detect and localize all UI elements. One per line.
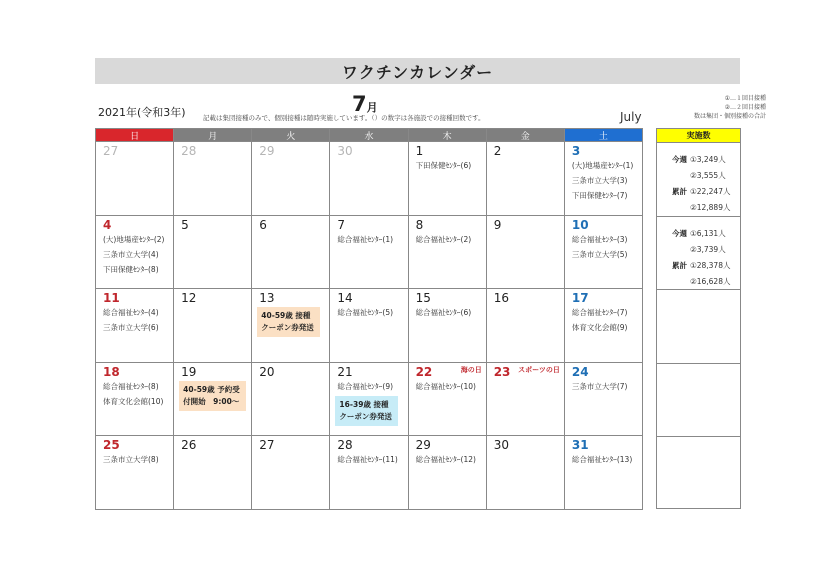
day-cell: [330, 216, 408, 290]
day-cell: [409, 363, 487, 437]
day-number: 28: [181, 144, 197, 158]
venue-entry: 下田保健ｾﾝﾀｰ(7): [571, 191, 628, 200]
stats-panel: [656, 128, 741, 509]
stats-value: ②12,889人: [690, 203, 731, 212]
venue-entry: 総合福祉ｾﾝﾀｰ(3): [571, 234, 628, 244]
day-number: 10: [571, 217, 589, 232]
day-cell: [252, 289, 330, 363]
stats-block: [657, 217, 740, 291]
day-number: 8: [415, 217, 424, 232]
day-number: 30: [337, 144, 353, 158]
stats-label: [657, 200, 690, 216]
day-cell: [565, 289, 643, 363]
stats-line: [657, 226, 740, 242]
day-cell: [409, 142, 487, 216]
notice-box: [179, 381, 246, 411]
weekday-header: 木: [409, 129, 487, 142]
venue-entry: 総合福祉ｾﾝﾀｰ(12): [415, 455, 476, 465]
day-cell: [96, 142, 174, 216]
day-number: 5: [181, 217, 189, 232]
stats-block: [657, 143, 740, 217]
day-number: 13: [259, 291, 275, 306]
day-cell: [409, 436, 487, 510]
day-number: 3: [571, 144, 581, 158]
stats-label: [657, 242, 690, 258]
day-number: 29: [415, 438, 431, 453]
day-cell: [487, 216, 565, 290]
venue-entry: 体育文化会館(10): [103, 396, 164, 406]
day-cell: [174, 142, 252, 216]
day-cell: [174, 363, 252, 437]
calendar-note: 記載は集団接種のみで、個別接種は随時実施しています。（）の数字は各施設での接種回数です。: [203, 114, 485, 122]
day-cell: [487, 289, 565, 363]
month-english: July: [620, 110, 642, 124]
venue-entry: 総合福祉ｾﾝﾀｰ(9): [337, 381, 394, 391]
stats-line: [657, 200, 740, 216]
stats-value: ①3,249人: [690, 155, 726, 164]
venue-entry: 三条市立大学(4): [103, 249, 159, 259]
day-number: 2: [493, 144, 502, 158]
day-number: 11: [103, 291, 120, 306]
month-suffix: 月: [366, 101, 378, 114]
notice-line: クーポン券発送: [339, 411, 392, 421]
venue-entry: 総合福祉ｾﾝﾀｰ(7): [571, 308, 628, 318]
stats-block: [657, 364, 740, 438]
day-number: 6: [259, 217, 267, 232]
notice-line: クーポン券発送: [261, 323, 314, 333]
day-cell: [565, 436, 643, 510]
stats-block: [657, 437, 740, 511]
day-number: 24: [571, 364, 589, 379]
venue-entry: 下田保健ｾﾝﾀｰ(8): [103, 264, 159, 274]
stats-block: [657, 290, 740, 364]
venue-entry: (大)地場産ｾﾝﾀｰ(2): [103, 234, 165, 244]
day-number: 22: [415, 364, 433, 379]
venue-entry: 総合福祉ｾﾝﾀｰ(13): [571, 455, 633, 465]
venue-entry: 三条市立大学(7): [571, 381, 628, 391]
day-cell: [330, 363, 408, 437]
day-cell: [252, 142, 330, 216]
day-cell: [565, 363, 643, 437]
day-number: 4: [103, 217, 112, 232]
day-number: 28: [337, 438, 353, 453]
legend-line: ①…１回目接種: [724, 95, 766, 102]
stats-label: 累計: [672, 260, 687, 270]
day-number: 18: [103, 364, 120, 379]
weekday-header: 火: [252, 129, 330, 142]
holiday-name: 海の日: [460, 365, 482, 374]
weekday-header: 月: [174, 129, 252, 142]
day-cell: [252, 363, 330, 437]
year-label: 2021年(令和3年): [98, 106, 186, 119]
stats-line: [657, 152, 740, 168]
notice-line: 40-59歳 予約受: [183, 384, 240, 394]
day-number: 27: [103, 144, 119, 158]
stats-label: [657, 274, 690, 290]
day-cell: [330, 142, 408, 216]
day-cell: [487, 363, 565, 437]
venue-entry: 三条市立大学(5): [571, 249, 628, 259]
day-cell: [174, 216, 252, 290]
day-cell: [487, 436, 565, 510]
day-number: 9: [493, 217, 502, 232]
calendar-title: ワクチンカレンダー: [95, 58, 740, 84]
day-cell: [565, 142, 643, 216]
stats-value: ②16,628人: [690, 276, 731, 286]
venue-entry: 総合福祉ｾﾝﾀｰ(1): [337, 234, 394, 244]
day-number: 31: [571, 438, 589, 453]
legend-line: 数は集団・個別接種の合計: [693, 113, 766, 120]
stats-header: 実施数: [657, 129, 740, 143]
stats-line: [657, 242, 740, 258]
day-number: 27: [259, 438, 275, 453]
day-cell: [565, 216, 643, 290]
stats-label: 累計: [672, 187, 687, 196]
notice-line: 付開始 9:00～: [183, 396, 240, 406]
calendar-grid: [95, 128, 643, 510]
legend: [646, 94, 766, 121]
day-cell: [96, 436, 174, 510]
stats-label: [657, 168, 690, 184]
stats-line: [657, 184, 740, 200]
day-number: 17: [571, 291, 589, 306]
stats-value: ②3,739人: [690, 244, 726, 254]
day-number: 20: [259, 364, 275, 379]
day-cell: [174, 436, 252, 510]
day-cell: [330, 289, 408, 363]
notice-box: [335, 396, 398, 426]
day-number: 26: [181, 438, 197, 453]
weekday-header: 土: [565, 129, 643, 142]
venue-entry: 三条市立大学(8): [103, 455, 159, 465]
venue-entry: 三条市立大学(3): [571, 176, 628, 185]
holiday-name: スポーツの日: [518, 365, 560, 374]
venue-entry: 総合福祉ｾﾝﾀｰ(6): [415, 308, 472, 318]
day-number: 1: [415, 144, 424, 158]
venue-entry: 総合福祉ｾﾝﾀｰ(8): [103, 381, 159, 391]
day-cell: [487, 142, 565, 216]
legend-line: ②…２回目接種: [724, 104, 766, 111]
day-number: 14: [337, 291, 353, 306]
stats-label: 今週: [672, 228, 687, 238]
month-number: 7: [352, 92, 367, 116]
stats-line: [657, 168, 740, 184]
day-number: 21: [337, 364, 353, 379]
day-number: 7: [337, 217, 346, 232]
venue-entry: 総合福祉ｾﾝﾀｰ(11): [337, 455, 398, 465]
day-number: 12: [181, 291, 197, 306]
venue-entry: 総合福祉ｾﾝﾀｰ(5): [337, 308, 394, 318]
stats-line: [657, 274, 740, 290]
notice-line: 16-39歳 接種: [339, 399, 389, 409]
day-cell: [409, 216, 487, 290]
stats-value: ①28,378人: [690, 260, 731, 270]
weekday-header: 水: [330, 129, 408, 142]
day-cell: [96, 289, 174, 363]
venue-entry: 総合福祉ｾﾝﾀｰ(10): [415, 381, 476, 391]
venue-entry: 下田保健ｾﾝﾀｰ(6): [415, 161, 472, 170]
day-number: 30: [493, 438, 509, 453]
stats-line: [657, 258, 740, 274]
day-number: 23: [493, 364, 511, 379]
venue-entry: 総合福祉ｾﾝﾀｰ(2): [415, 234, 472, 244]
day-number: 19: [181, 364, 197, 379]
stats-value: ②3,555人: [690, 171, 726, 180]
notice-box: [257, 307, 320, 337]
stats-label: 今週: [672, 155, 687, 164]
notice-line: 40-59歳 接種: [261, 311, 311, 321]
day-number: 16: [493, 291, 509, 306]
day-number: 15: [415, 291, 431, 306]
stats-value: ①22,247人: [690, 187, 731, 196]
stats-value: ①6,131人: [690, 228, 726, 238]
day-cell: [409, 289, 487, 363]
day-cell: [174, 289, 252, 363]
day-number: 29: [259, 144, 275, 158]
day-cell: [96, 363, 174, 437]
day-cell: [330, 436, 408, 510]
venue-entry: (大)地場産ｾﾝﾀｰ(1): [571, 161, 634, 170]
day-number: 25: [103, 438, 120, 453]
venue-entry: 総合福祉ｾﾝﾀｰ(4): [103, 308, 159, 318]
weekday-header: 金: [487, 129, 565, 142]
venue-entry: 三条市立大学(6): [103, 323, 159, 333]
day-cell: [96, 216, 174, 290]
day-cell: [252, 436, 330, 510]
month-heading: [352, 92, 378, 116]
weekday-header: 日: [96, 129, 174, 142]
day-cell: [252, 216, 330, 290]
venue-entry: 体育文化会館(9): [571, 323, 628, 333]
